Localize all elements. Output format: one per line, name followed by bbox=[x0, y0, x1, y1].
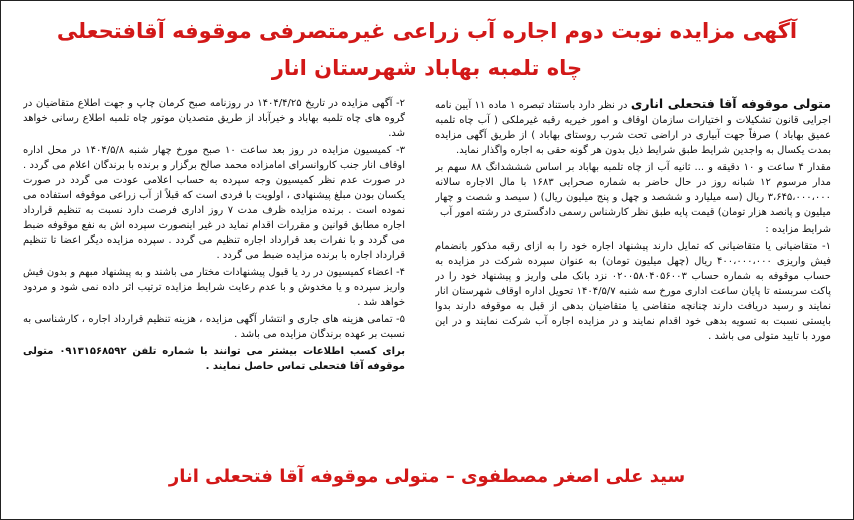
org-name: متولی موقوفه آقا فتحعلی اناری bbox=[630, 96, 831, 111]
amount-paragraph: مقدار ۴ ساعت و ۱۰ دقیقه و ... ثانیه آب از چاه تلمبه بهاباد بر اساس شششدانگ ۸۸ سهم بر مدار مرسوم ۱۲ شبانه روز در حال حاضر به شماره صحرایی ۱۶۸۳ با مال الاجاره سالانه ۳،۶۴۵،۰۰۰،۰۰۰ ریال (سه میلیارد و ششصد و چهل و پنج میلیون ریال) ( سیصد و شصت و چهار میلیون و پانصد هزار تومان) قیمت پایه طبق نظر کارشناس رسمی دادگستری در رشته امور آب bbox=[435, 162, 831, 218]
notice-title: آگهی مزایده نوبت دوم اجاره آب زراعی غیرمتصرفی موقوفه آقافتحعلی bbox=[56, 19, 798, 43]
condition-2: ۲- آگهی مزایده در تاریخ ۱۴۰۴/۴/۲۵ در روزنامه صبح کرمان چاپ و جهت اطلاع متقاضیان در گروه های چاه تلمبه بهاباد و خیرآباد از طریق متصدیان موتور چاه تلمبه اطلاع رسانی خواهد شد. bbox=[23, 98, 405, 139]
condition-1: ۱- متقاضیانی یا متقاضیانی که تمایل دارند پیشنهاد اجاره خود را به ازای رقبه مذکور بانضمام فیش واریزی ۴۰۰،۰۰۰،۰۰۰ ریال (چهل میلیون تومان) به عنوان سپرده شرکت در مزایده به حساب موقوفه به شماره حساب ۰۲۰۰۵۸۰۴۰۵۶۰۰۳ نزد بانک ملی واریز و پیشنهاد خود را در پاکت سربسته تا پایان ساعت اداری مورخ سه شنبه ۱۴۰۴/۵/۷ تحویل اداره اوقاف شهرستان انار نمایند و رسید دریافت دارند چنانچه متقاضی یا متقاضیان بدهی از قبل به موقوفه دارند بدوا بایستی نسبت به تسویه بدهی خود اقدام نمایند و در مزایده اجاره آب شرکت نمایند و در این مورد با تایید متولی می باشد . bbox=[435, 241, 831, 342]
contact-info: برای کسب اطلاعات بیشتر می توانند با شماره تلفن ۰۹۱۳۱۵۶۸۵۹۲ متولی موقوفه آقا فتحعلی تماس حاصل نمایند . bbox=[23, 346, 405, 372]
condition-4: ۴- اعضاء کمیسیون در رد یا قبول پیشنهادات مختار می باشند و به پیشنهاد مبهم و بدون فیش واریز سپرده و یا مخدوش و با عدم رعایت شرایط مزایده ترتیب اثر داده نمی شود و مردود خواهد شد . bbox=[23, 267, 405, 308]
notice-subtitle: چاه تلمبه بهاباد شهرستان انار bbox=[271, 56, 583, 80]
condition-3: ۳- کمیسیون مزایده در روز بعد ساعت ۱۰ صبح مورخ چهار شنبه ۱۴۰۴/۵/۸ در محل اداره اوقاف انار جنب کاروانسرای امامزاده محمد صالح برگزار و برنده با برندگان اعلام می گردد . در صورت عدم نظر کمیسیون وجه سپرده به حساب اعلامی عودت می گردد در صورت یکسان بودن مبلغ پیشنهادی ، اولویت با فردی است که قبلاً از آب زراعی موقوفه استفاده می نموده است . برنده مزایده ظرف مدت ۷ روز اداری فرصت دارد نسبت به تنظیم قرارداد اجاره مطابق قوانین و مقررات اقدام نماید در غیر اینصورت سپرده اش به نفع موقوفه ضبط می گردد و با نفرات بعد قرارداد اجاره تنظیم می گردد . سپرده مزایده دیگر اعضا تا تنظیم قرارداد اجاره با برنده مزایده ضبط می گردد . bbox=[23, 145, 405, 261]
signature: سید علی اصغر مصطفوی – متولی موقوفه آقا فتحعلی انار bbox=[168, 466, 686, 487]
conditions-heading: شرایط مزایده : bbox=[765, 224, 831, 235]
left-column bbox=[23, 96, 405, 446]
condition-5: ۵- تمامی هزینه های جاری و انتشار آگهی مزایده ، هزینه تنظیم قرارداد اجاره ، کارشناسی به نسبت بر عهده برندگان مزایده می باشد . bbox=[23, 314, 405, 340]
right-column bbox=[435, 96, 831, 446]
intro-paragraph bbox=[435, 96, 831, 158]
intro-text: در نظر دارد باستناد تبصره ۱ ماده ۱۱ آیین نامه اجرایی قانون تشکیلات و اختیارات سازمان اوقاف و امور خیریه رقبه غیرملکی ( آب چاه تلمبه عمیق بهاباد ) صرفاً جهت آبیاری در اراضی تحت شرب روستای بهاباد ) از طریق آگهی مزایده بمدت یکسال به واجدین شرایط طبق شرایط ذیل بدون هر گونه حقی به اجاره واگذار نماید. bbox=[435, 100, 831, 156]
